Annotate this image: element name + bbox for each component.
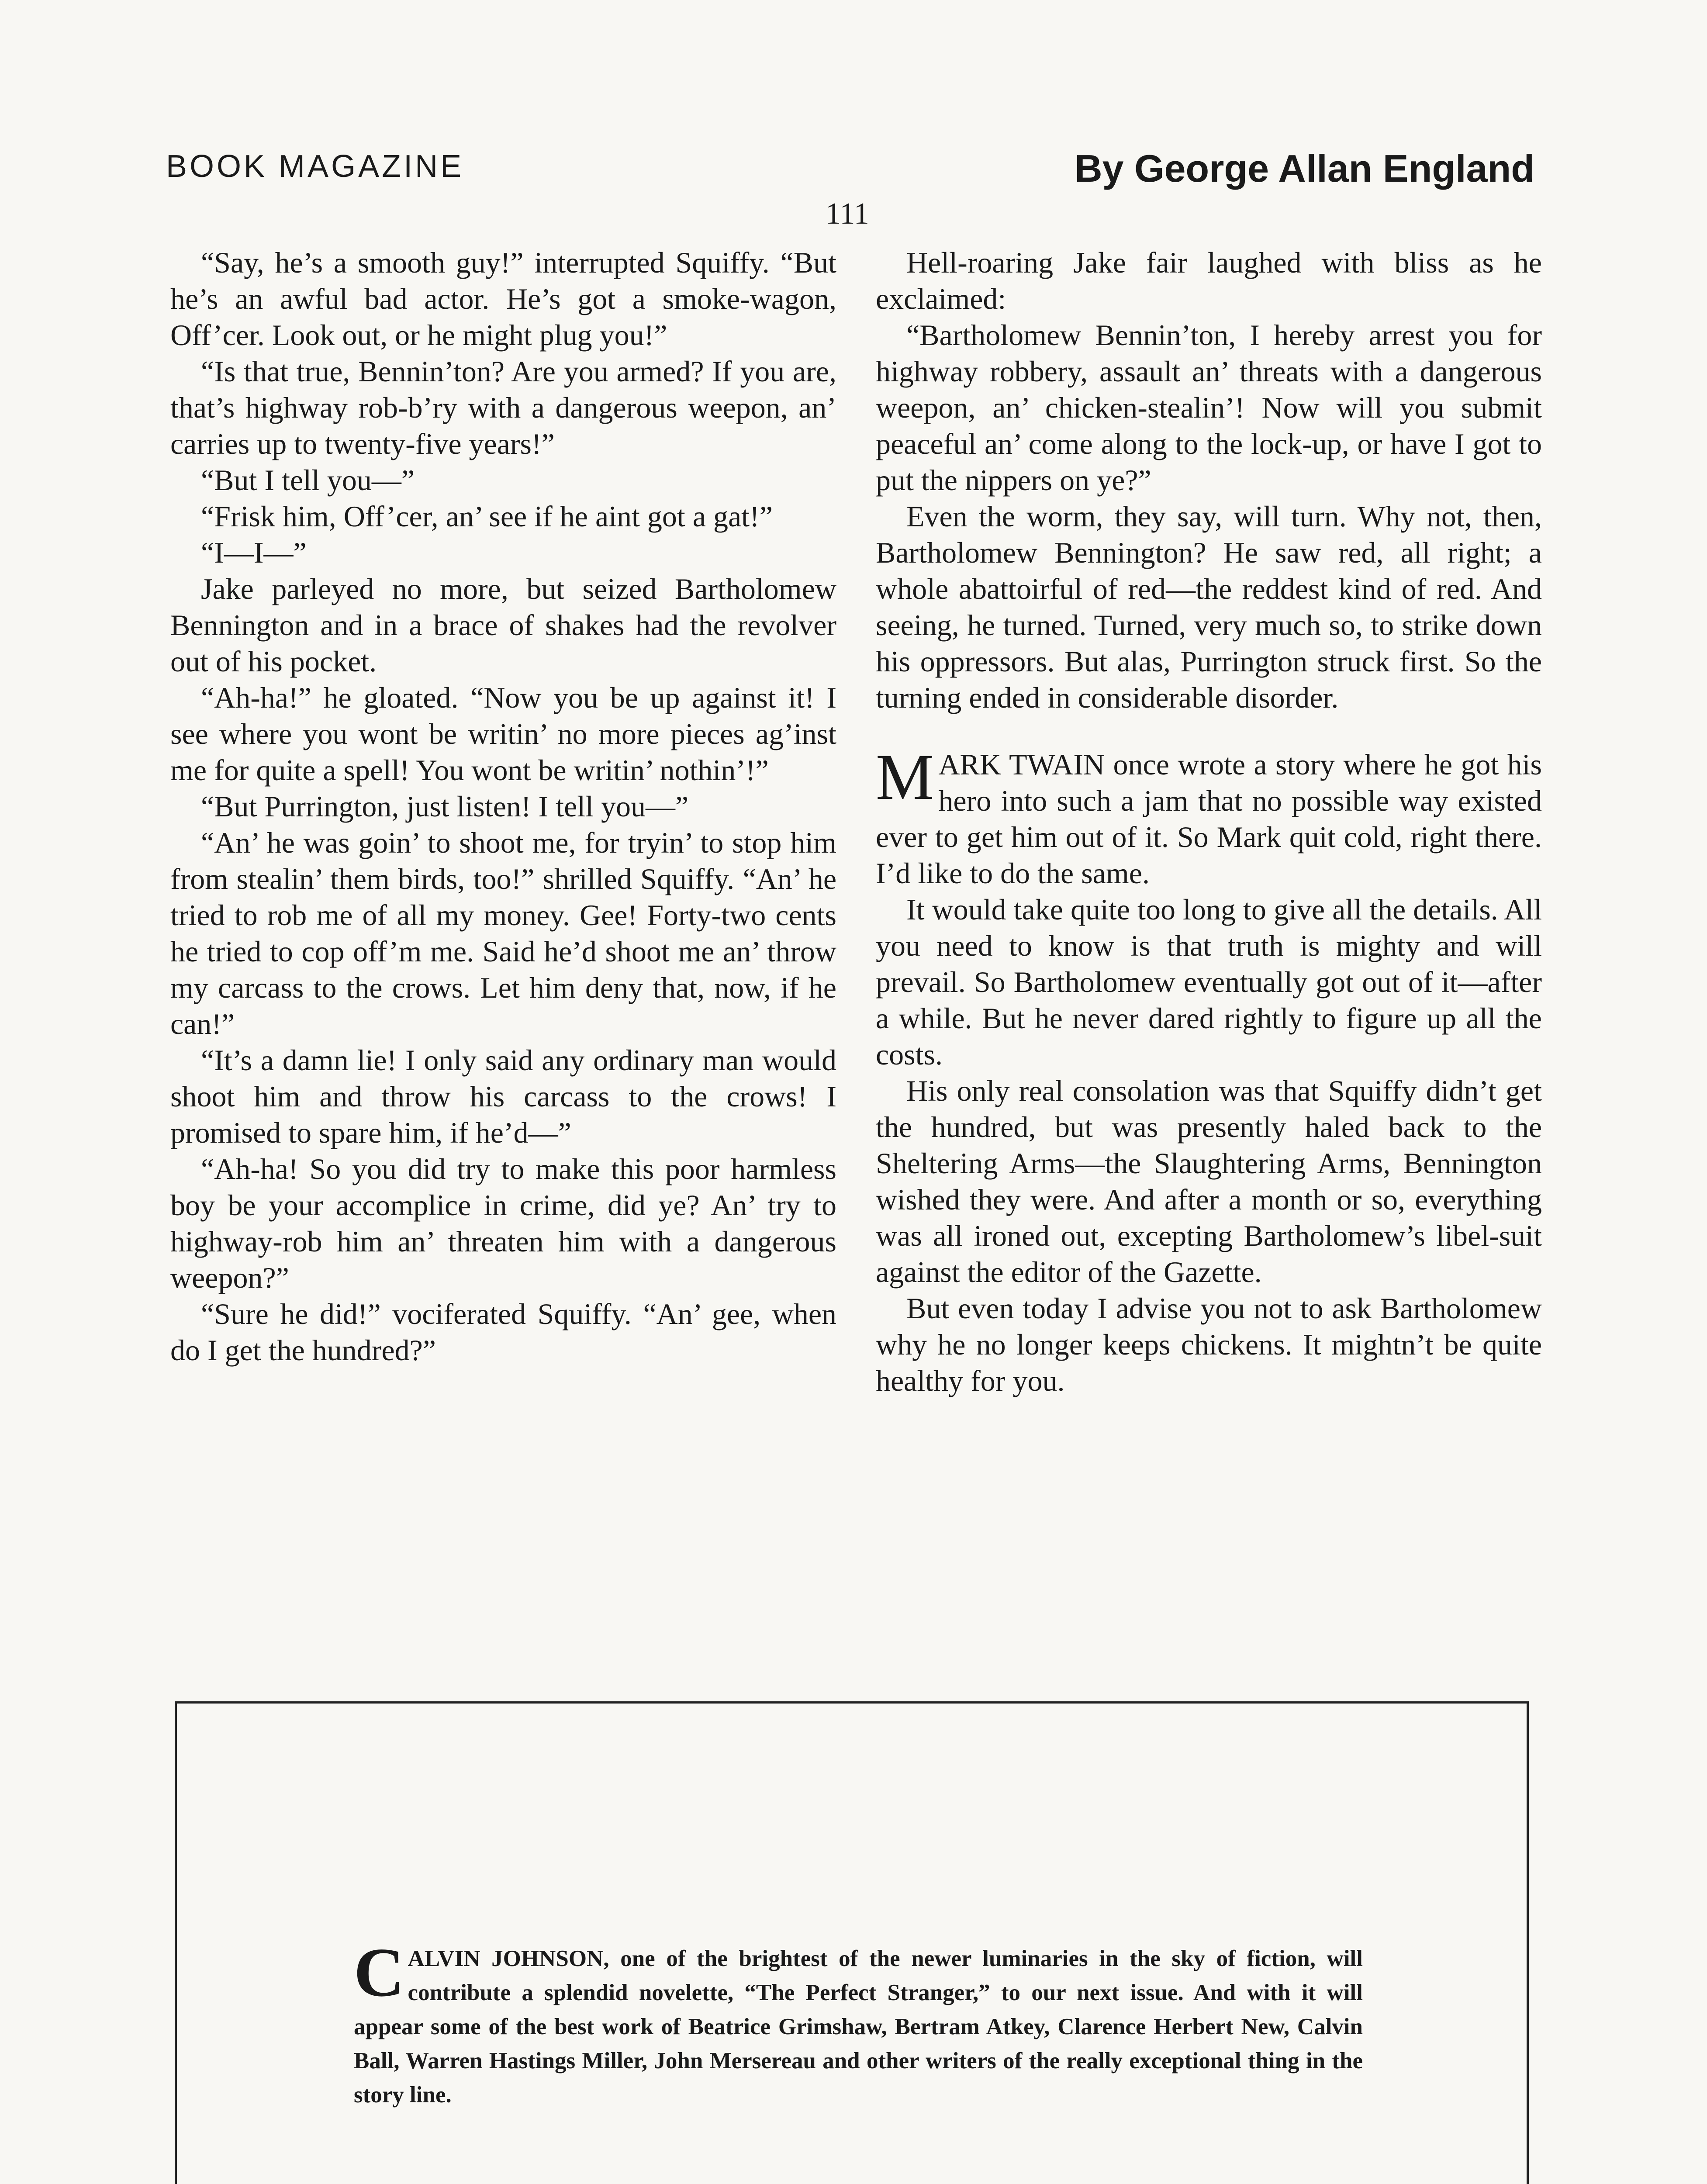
announcement-text [354, 1933, 1363, 2112]
announcement-body: one of the brightest of the newer luminaries in the sky of fiction, will contribute a splendid novelette, “The Perfect Stranger,” to our next issue. And with it will appear some of the best work of Beatrice Grimshaw, Bertram Atkey, Clarence Herbert New, Calvin Ball, Warren Hastings Miller, John Mersereau and other writers of the really exceptional thing in the story line. [354, 1946, 1363, 2108]
section-lead-caps: ARK TWAIN [938, 748, 1105, 781]
paragraph: “But Purrington, just listen! I tell you—” [201, 790, 689, 823]
paragraph: Even the worm, they say, will turn. Why not, then, Bartholomew Bennington? He saw red, all right; a whole abattoirful of red—the reddest kind of red. And seeing, he turned. Turned, very much so, to strike down his oppressors. But alas, Purrington struck first. So the turning ended in considerable disorder. [876, 500, 1542, 714]
left-column [170, 245, 836, 1368]
next-issue-announcement-box [175, 1701, 1529, 2184]
section-opening-paragraph [876, 741, 1542, 892]
paragraph: Hell-roaring Jake fair laughed with bliss as he exclaimed: [876, 246, 1542, 315]
paragraph: “Ah-ha!” he gloated. “Now you be up against it! I see where you wont be writin’ no more pieces ag’inst me for quite a spell! You wont be writin’ nothin’!” [170, 681, 836, 787]
paragraph: “Frisk him, Off’cer, an’ see if he aint got a gat!” [201, 500, 773, 533]
drop-cap: M [876, 741, 934, 813]
paragraph: His only real consolation was that Squiffy didn’t get the hundred, but was presently haled back to the Sheltering Arms—the Slaughtering Arms, Bennington wished they were. And after a month or so, everything was all ironed out, excepting Bartholomew’s libel-suit against the editor of the Gazette. [876, 1074, 1542, 1289]
paragraph: But even today I advise you not to ask Bartholomew why he no longer keeps chickens. It mightn’t be quite healthy for you. [876, 1292, 1542, 1397]
paragraph: “Is that true, Bennin’ton? Are you armed? If you are, that’s highway rob-b’ry with a dangerous weepon, an’ carries up to twenty-five years!” [170, 355, 836, 460]
announcement-lead: ALVIN JOHNSON, [408, 1946, 609, 1971]
paragraph: “But I tell you—” [201, 463, 415, 497]
right-column [876, 245, 1542, 1399]
paragraph: “Bartholomew Bennin’ton, I hereby arrest you for highway robbery, assault an’ threats with a dangerous weepon, an’ chicken-stealin’! Now will you submit peaceful an’ come along to the lock-up, or have I got to put the nippers on ye?” [876, 318, 1542, 497]
page-number: 111 [826, 197, 869, 231]
paragraph: It would take quite too long to give all the details. All you need to know is that truth is mighty and will prevail. So Bartholomew eventually got out of it—after a while. But he never dared rightly to figure up all the costs. [876, 893, 1542, 1071]
paragraph: “Ah-ha! So you did try to make this poor harmless boy be your accomplice in crime, did ye? An’ try to highway-rob him an’ threaten him with a dangerous weepon?” [170, 1152, 836, 1294]
paragraph: “An’ he was goin’ to shoot me, for tryin’ to stop him from stealin’ them birds, too!” shrilled Squiffy. “An’ he tried to rob me of all my money. Gee! Forty-two cents he tried to cop off’m me. Said he’d shoot me an’ throw my carcass to the crows. Let him deny that, now, if he can!” [170, 826, 836, 1040]
paragraph: “Say, he’s a smooth guy!” interrupted Squiffy. “But he’s an awful bad actor. He’s got a smoke-wagon, Off’cer. Look out, or he might plug you!” [170, 246, 836, 352]
paragraph: Jake parleyed no more, but seized Bartholomew Bennington and in a brace of shakes had the revolver out of his pocket. [170, 572, 836, 678]
magazine-title: BOOK MAGAZINE [166, 149, 464, 184]
paragraph: “I—I—” [201, 536, 307, 569]
paragraph: “It’s a damn lie! I only said any ordinary man would shoot him and throw his carcass to the crows! I promised to spare him, if he’d—” [170, 1044, 836, 1149]
paragraph: “Sure he did!” vociferated Squiffy. “An’ gee, when do I get the hundred?” [170, 1297, 836, 1367]
section-lead-text: once wrote a story where he got his hero into such a jam that no possible way existed ever to get him out of it. So Mark quit cold, right there. I’d like to do the same. [876, 748, 1542, 890]
author-byline: By George Allan England [1075, 147, 1534, 190]
drop-cap: C [354, 1933, 404, 2011]
